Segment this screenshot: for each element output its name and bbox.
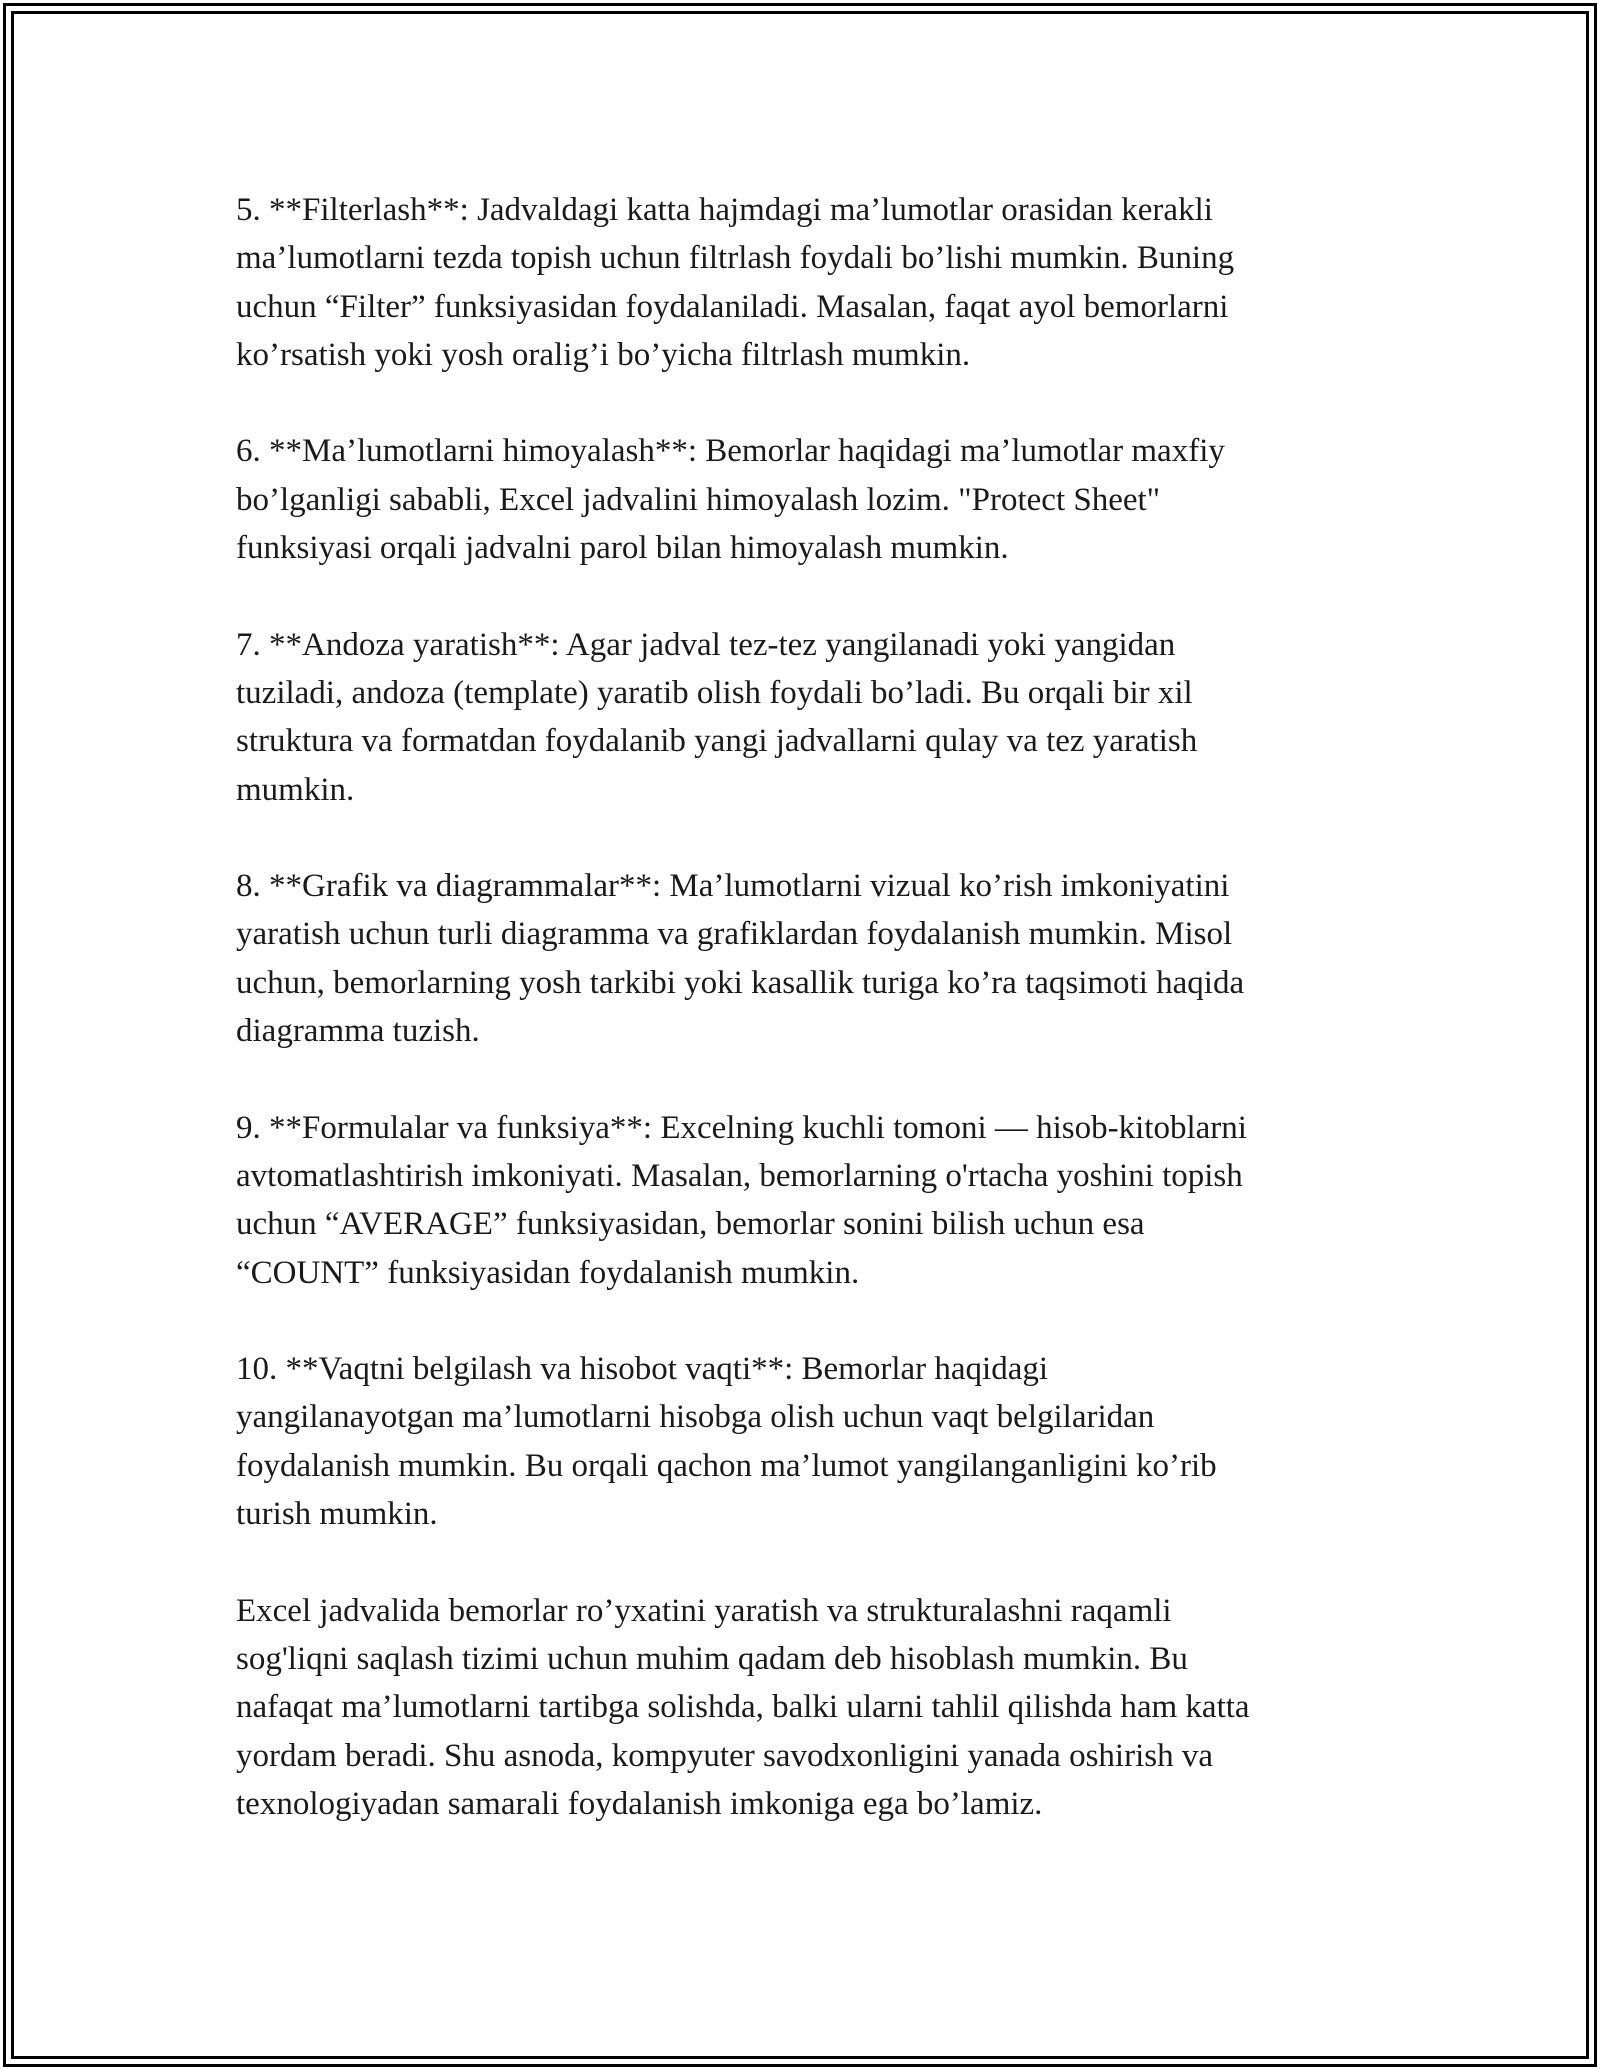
paragraph-filterlash: 5. **Filterlash**: Jadvaldagi katta hajmdagi ma’lumotlar orasidan kerakli ma’lumotlarni tezda topish uchun filtrlash foydali bo’lishi mumkin. Buning uchun “Filter” funksiyasidan foydalaniladi. Masalan, faqat ayol bemorlarni ko’rsatish yoki yosh oralig’i bo’yicha filtrlash mumkin.: [236, 192, 1235, 373]
document-body: [236, 186, 1366, 1828]
paragraph-himoyalash: 6. **Ma’lumotlarni himoyalash**: Bemorlar haqidagi ma’lumotlar maxfiy bo’lganligi sababli, Excel jadvalini himoyalash lozim. "Protect Sheet" funksiyasi orqali jadvalni parol bilan himoyalash mumkin.: [236, 433, 1225, 567]
paragraph-vaqtni-belgilash: 10. **Vaqtni belgilash va hisobot vaqti**: Bemorlar haqidagi yangilanayotgan ma’lumotlarni hisobga olish uchun vaqt belgilaridan foydalanish mumkin. Bu orqali qachon ma’lumot yangilanganligini ko’rib turish mumkin.: [236, 1351, 1217, 1533]
paragraph-formulalar: 9. **Formulalar va funksiya**: Excelning kuchli tomoni — hisob-kitoblarni avtomatlashtirish imkoniyati. Masalan, bemorlarning o'rtacha yoshini topish uchun “AVERAGE” funksiyasidan, bemorlar sonini bilish uchun esa “COUNT” funksiyasidan foydalanish mumkin.: [236, 1109, 1247, 1291]
paragraph-conclusion: Excel jadvalida bemorlar ro’yxatini yaratish va strukturalashni raqamli sog'liqni saqlash tizimi uchun muhim qadam deb hisoblash mumkin. Bu nafaqat ma’lumotlarni tartibga solishda, balki ularni tahlil qilishda ham katta yordam beradi. Shu asnoda, kompyuter savodxonligini yanada oshirish va texnologiyadan samarali foydalanish imkoniga ega bo’lamiz.: [236, 1592, 1250, 1822]
paragraph-grafik: 8. **Grafik va diagrammalar**: Ma’lumotlarni vizual ko’rish imkoniyatini yaratish uchun turli diagramma va grafiklardan foydalanish mumkin. Misol uchun, bemorlarning yosh tarkibi yoki kasallik turiga ko’ra taqsimoti haqida diagramma tuzish.: [236, 868, 1245, 1050]
paragraph-andoza: 7. **Andoza yaratish**: Agar jadval tez-tez yangilanadi yoki yangidan tuziladi, andoza (template) yaratib olish foydali bo’ladi. Bu orqali bir xil struktura va formatdan foydalanib yangi jadvallarni qulay va tez yaratish mumkin.: [236, 626, 1198, 808]
